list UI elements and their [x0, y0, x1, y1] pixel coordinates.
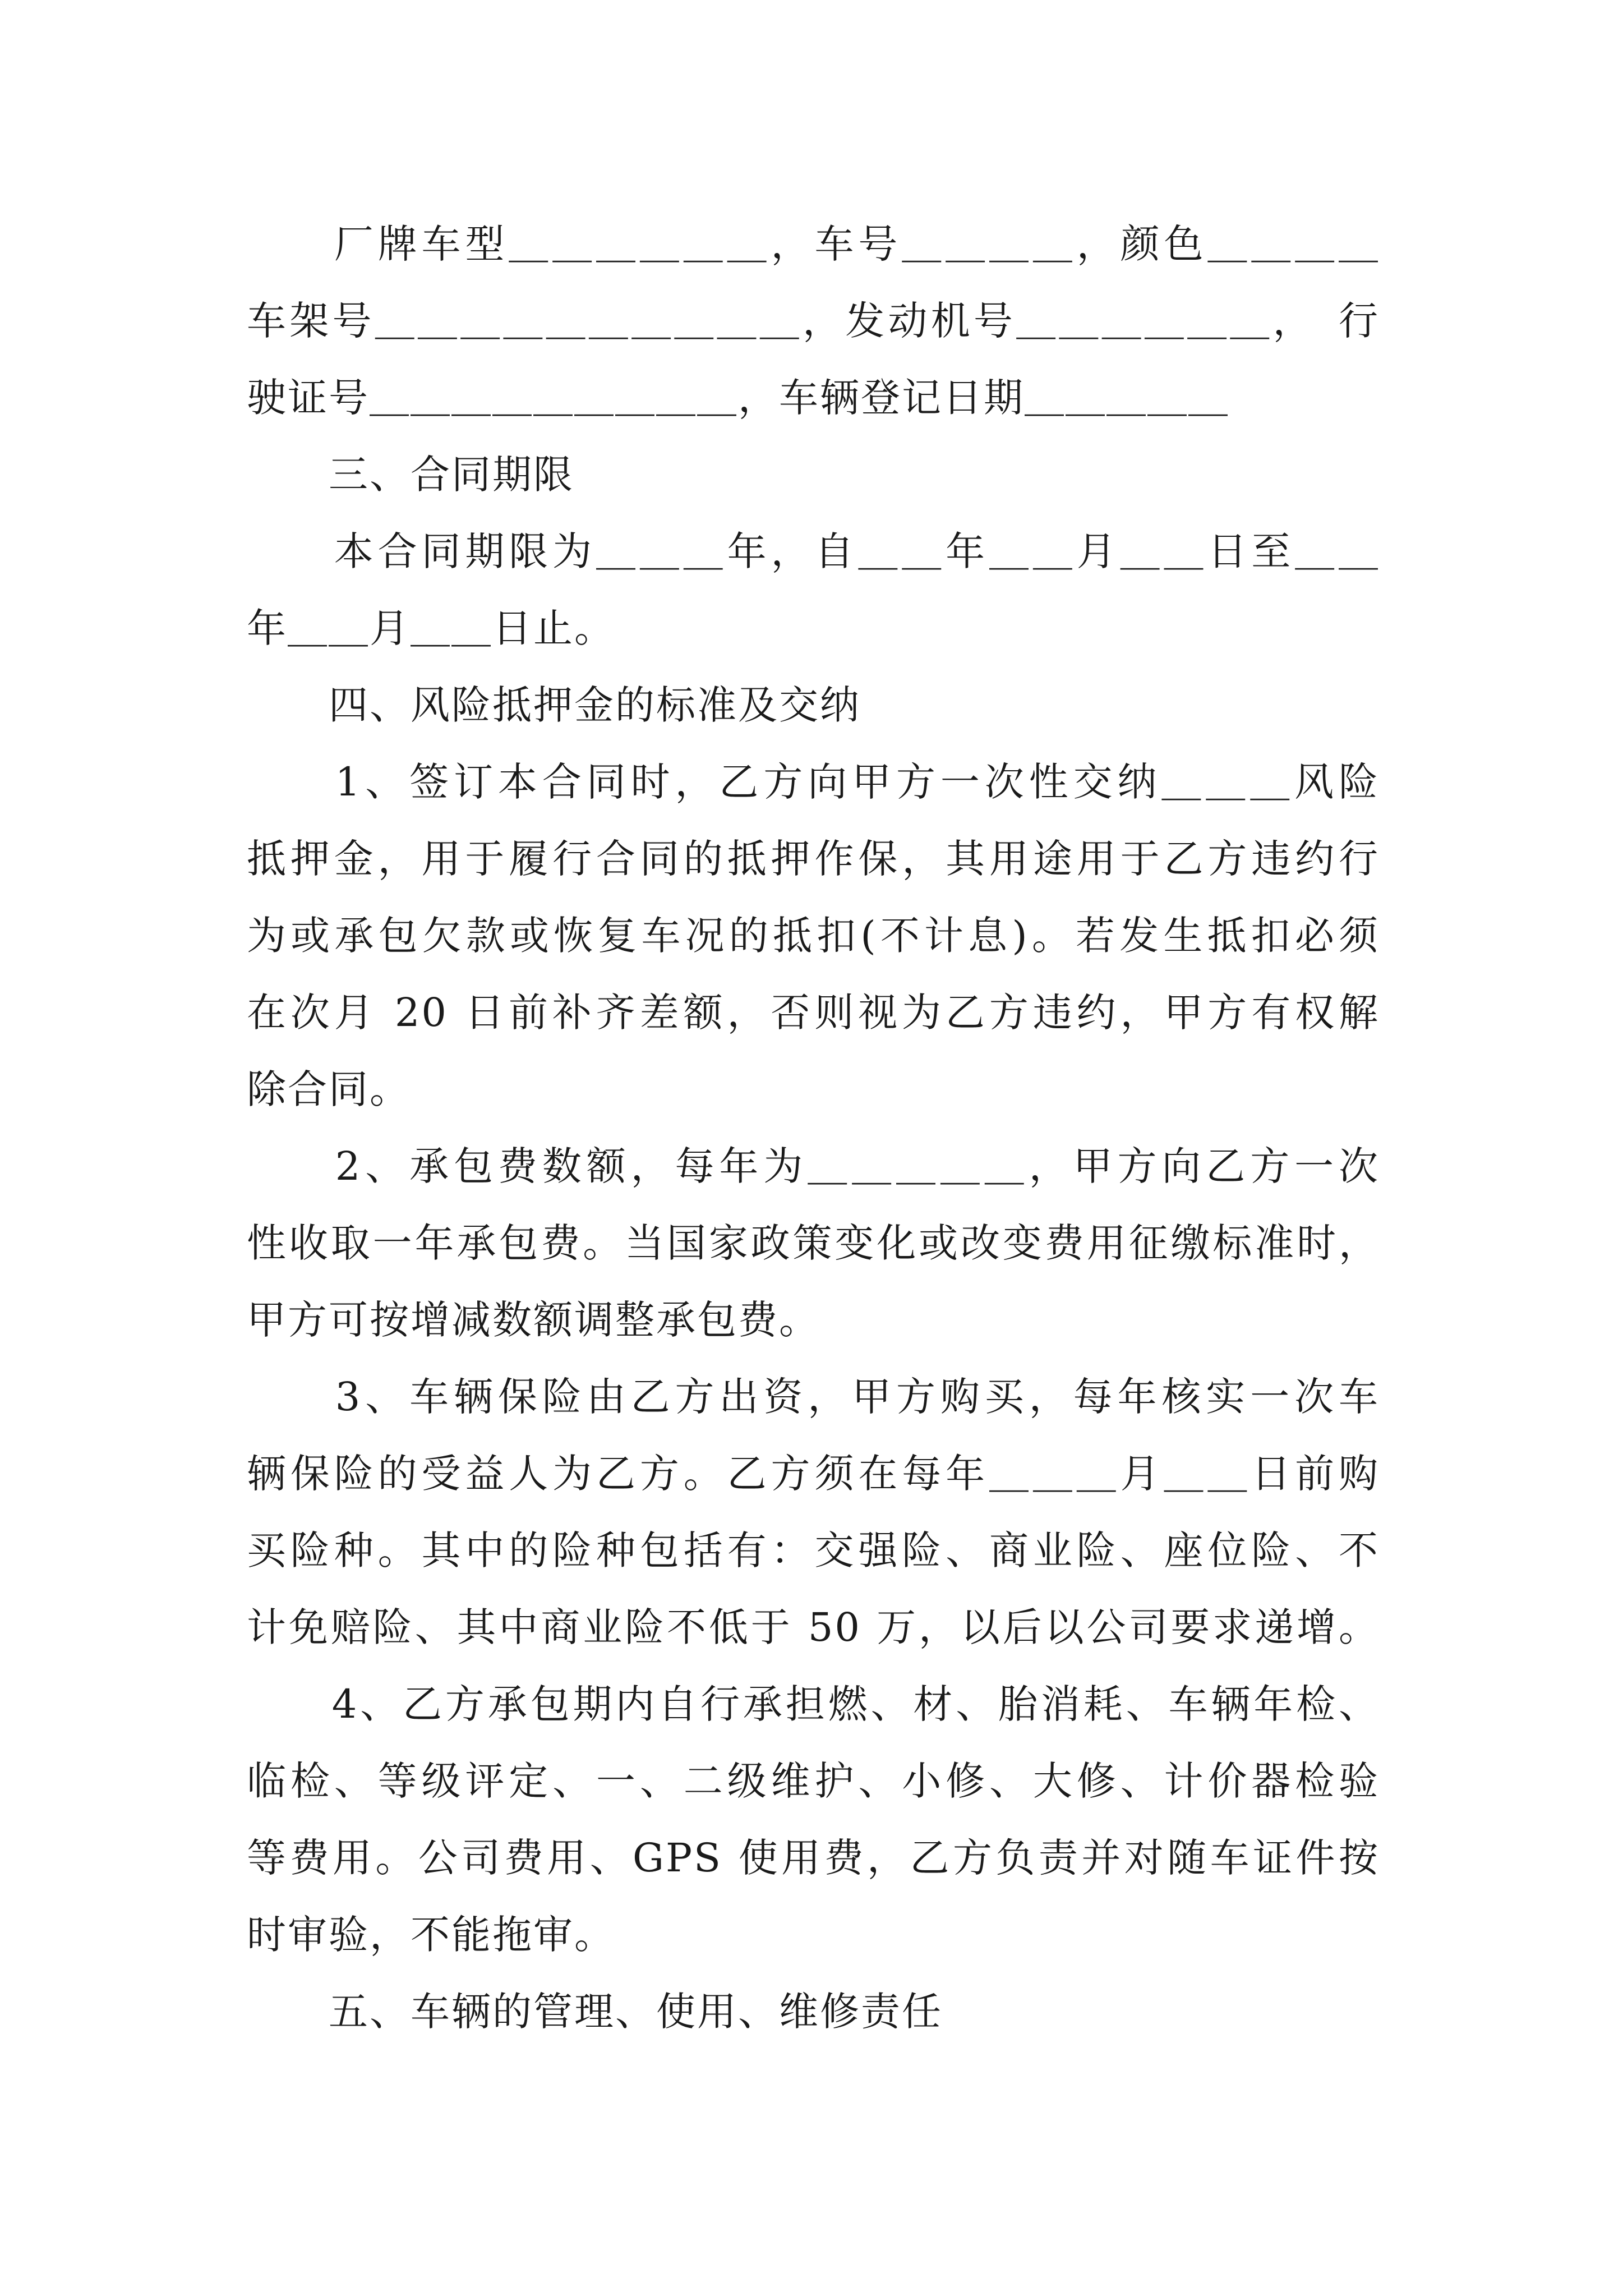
text-line: 3、车辆保险由乙方出资，甲方购买，每年核实一次车 [247, 1374, 1380, 1420]
text-line: 等费用。公司费用、GPS 使用费，乙方负责并对随车证件按 [247, 1835, 1380, 1881]
text-line: 辆保险的受益人为乙方。乙方须在每年＿＿＿月＿＿日前购 [247, 1451, 1380, 1497]
text-line: 性收取一年承包费。当国家政策变化或改变费用征缴标准时， [247, 1220, 1380, 1266]
section-heading: 三、合同期限 [247, 452, 574, 498]
text-line: 时审验，不能拖审。 [247, 1912, 615, 1958]
text-line: 临检、等级评定、一、二级维护、小修、大修、计价器检验 [247, 1758, 1380, 1804]
text-line: 抵押金，用于履行合同的抵押作保，其用途用于乙方违约行 [247, 836, 1380, 882]
text-line: 甲方可按增减数额调整承包费。 [247, 1297, 820, 1343]
text-line: 计免赔险、其中商业险不低于 50 万，以后以公司要求递增。 [247, 1604, 1380, 1650]
text-line: 车架号＿＿＿＿＿＿＿＿＿＿，发动机号＿＿＿＿＿＿， 行 [247, 298, 1380, 344]
text-line: 驶证号＿＿＿＿＿＿＿＿＿，车辆登记日期＿＿＿＿＿ [247, 375, 1229, 421]
text-line: 2、承包费数额，每年为＿＿＿＿＿，甲方向乙方一次 [247, 1143, 1380, 1189]
text-line: 为或承包欠款或恢复车况的抵扣(不计息)。若发生抵扣必须 [247, 913, 1380, 959]
section-heading: 五、车辆的管理、使用、维修责任 [247, 1989, 943, 2035]
text-line: 年＿＿月＿＿日止。 [247, 605, 615, 651]
section-heading: 四、风险抵押金的标准及交纳 [247, 682, 861, 728]
text-line: 除合同。 [247, 1066, 411, 1112]
text-line: 4、乙方承包期内自行承担燃、材、胎消耗、车辆年检、 [247, 1681, 1380, 1727]
text-line: 本合同期限为＿＿＿年，自＿＿年＿＿月＿＿日至＿＿ [247, 528, 1380, 574]
text-line: 厂牌车型＿＿＿＿＿＿，车号＿＿＿＿，颜色＿＿＿＿ [247, 221, 1380, 267]
text-line: 买险种。其中的险种包括有：交强险、商业险、座位险、不 [247, 1527, 1380, 1573]
text-line: 在次月 20 日前补齐差额，否则视为乙方违约，甲方有权解 [247, 990, 1380, 1036]
text-line: 1、签订本合同时，乙方向甲方一次性交纳＿＿＿风险 [247, 759, 1380, 805]
